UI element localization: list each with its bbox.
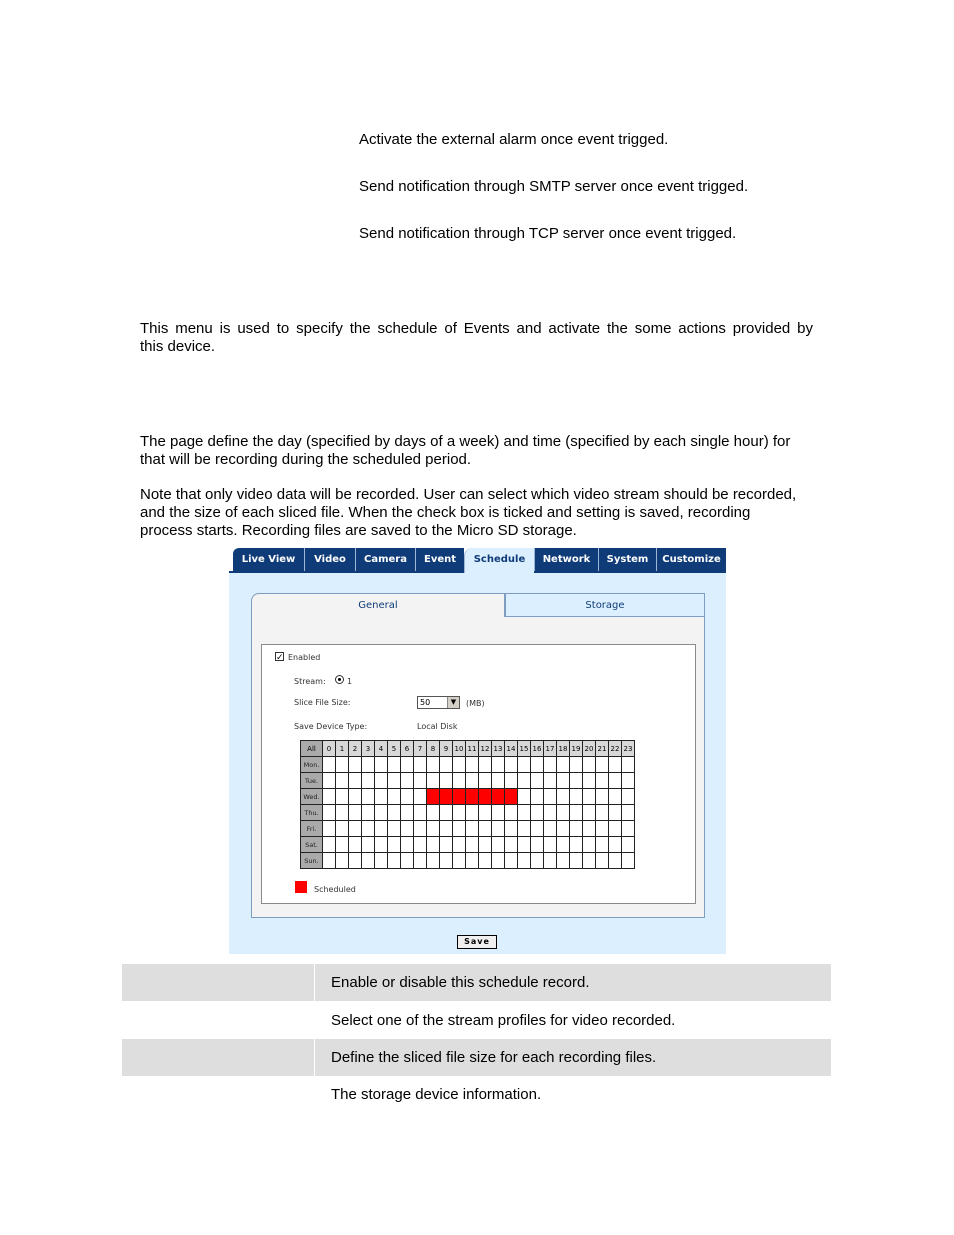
grid-cell[interactable]	[557, 805, 570, 821]
grid-cell[interactable]	[427, 821, 440, 837]
tab-customize[interactable]: Customize	[656, 548, 726, 571]
grid-cell[interactable]	[466, 821, 479, 837]
grid-cell-scheduled[interactable]	[479, 789, 492, 805]
stream-radio[interactable]	[335, 675, 344, 684]
grid-cell[interactable]	[336, 789, 349, 805]
tab-event[interactable]: Event	[415, 548, 464, 571]
chevron-down-icon: ▼	[447, 697, 459, 708]
grid-cell[interactable]	[479, 853, 492, 869]
grid-cell[interactable]	[583, 805, 596, 821]
grid-cell-scheduled[interactable]	[492, 789, 505, 805]
grid-cell[interactable]	[336, 853, 349, 869]
grid-cell[interactable]	[622, 821, 635, 837]
grid-cell[interactable]	[622, 853, 635, 869]
grid-cell[interactable]	[505, 821, 518, 837]
grid-hour-header[interactable]: 14	[505, 741, 518, 757]
table-row-desc: Select one of the stream profiles for video recorded.	[331, 1012, 676, 1029]
grid-cell[interactable]	[518, 853, 531, 869]
grid-cell[interactable]	[518, 789, 531, 805]
grid-cell[interactable]	[557, 837, 570, 853]
grid-cell[interactable]	[622, 789, 635, 805]
grid-hour-header[interactable]: 20	[583, 741, 596, 757]
note-line-1: Note that only video data will be recorded. User can select which video stream should be recorded,	[140, 486, 797, 503]
table-row-slice-size	[122, 1039, 831, 1076]
grid-day-header[interactable]: Mon.	[301, 757, 323, 773]
grid-hour-header[interactable]: 9	[440, 741, 453, 757]
grid-cell[interactable]	[505, 805, 518, 821]
grid-cell[interactable]	[557, 773, 570, 789]
grid-day-header[interactable]: Thu.	[301, 805, 323, 821]
grid-cell[interactable]	[336, 821, 349, 837]
table-row-enabled	[122, 964, 831, 1001]
tab-live-view[interactable]: Live View	[233, 548, 304, 571]
grid-cell[interactable]	[557, 757, 570, 773]
grid-cell[interactable]	[505, 757, 518, 773]
tab-network[interactable]: Network	[534, 548, 598, 571]
grid-cell[interactable]	[323, 757, 336, 773]
grid-cell[interactable]	[492, 837, 505, 853]
grid-cell[interactable]	[570, 773, 583, 789]
grid-cell[interactable]	[375, 837, 388, 853]
grid-cell[interactable]	[518, 805, 531, 821]
grid-hour-header[interactable]: 1	[336, 741, 349, 757]
grid-cell[interactable]	[596, 837, 609, 853]
main-tab-bar	[229, 548, 726, 572]
grid-cell[interactable]	[570, 805, 583, 821]
grid-cell[interactable]	[336, 805, 349, 821]
grid-cell[interactable]	[479, 837, 492, 853]
grid-cell-scheduled[interactable]	[505, 789, 518, 805]
grid-cell[interactable]	[440, 837, 453, 853]
grid-cell[interactable]	[492, 805, 505, 821]
grid-day-header[interactable]: Wed.	[301, 789, 323, 805]
grid-cell[interactable]	[505, 853, 518, 869]
grid-cell[interactable]	[622, 757, 635, 773]
grid-cell[interactable]	[544, 853, 557, 869]
grid-cell[interactable]	[362, 853, 375, 869]
grid-hour-header[interactable]: 5	[388, 741, 401, 757]
grid-cell[interactable]	[583, 789, 596, 805]
grid-cell[interactable]	[596, 805, 609, 821]
grid-cell[interactable]	[453, 805, 466, 821]
grid-cell[interactable]	[531, 821, 544, 837]
grid-cell[interactable]	[505, 773, 518, 789]
subtab-storage[interactable]: Storage	[505, 593, 705, 617]
grid-hour-header[interactable]: 4	[375, 741, 388, 757]
grid-cell[interactable]	[414, 773, 427, 789]
grid-hour-header[interactable]: 12	[479, 741, 492, 757]
stream-label: Stream:	[294, 677, 326, 686]
grid-cell[interactable]	[570, 837, 583, 853]
grid-hour-header[interactable]: 17	[544, 741, 557, 757]
table-row-desc: The storage device information.	[331, 1086, 542, 1103]
grid-cell[interactable]	[323, 821, 336, 837]
grid-cell[interactable]	[557, 853, 570, 869]
grid-cell[interactable]	[401, 837, 414, 853]
grid-cell[interactable]	[531, 757, 544, 773]
grid-cell[interactable]	[453, 837, 466, 853]
grid-cell[interactable]	[557, 821, 570, 837]
grid-cell[interactable]	[323, 773, 336, 789]
schedule-grid	[300, 740, 635, 869]
scheduled-legend-label: Scheduled	[314, 885, 356, 894]
grid-cell[interactable]	[440, 821, 453, 837]
grid-hour-header[interactable]: 16	[531, 741, 544, 757]
device-type-value: Local Disk	[417, 722, 458, 731]
note-line-3: process starts. Recording files are saved to the Micro SD storage.	[140, 522, 577, 539]
grid-cell[interactable]	[401, 805, 414, 821]
grid-cell[interactable]	[349, 821, 362, 837]
grid-hour-header[interactable]: 2	[349, 741, 362, 757]
grid-cell[interactable]	[453, 853, 466, 869]
grid-cell[interactable]	[375, 773, 388, 789]
grid-cell[interactable]	[492, 757, 505, 773]
grid-cell[interactable]	[427, 837, 440, 853]
grid-cell[interactable]	[622, 773, 635, 789]
grid-cell[interactable]	[622, 837, 635, 853]
tab-camera[interactable]: Camera	[355, 548, 415, 571]
grid-cell[interactable]	[531, 789, 544, 805]
grid-cell[interactable]	[531, 837, 544, 853]
grid-cell[interactable]	[349, 805, 362, 821]
grid-cell[interactable]	[388, 821, 401, 837]
grid-cell[interactable]	[362, 757, 375, 773]
grid-cell[interactable]	[388, 757, 401, 773]
grid-cell[interactable]	[362, 837, 375, 853]
grid-cell[interactable]	[609, 853, 622, 869]
grid-cell-scheduled[interactable]	[453, 789, 466, 805]
general-content-area	[251, 617, 705, 918]
grid-hour-header[interactable]: 0	[323, 741, 336, 757]
grid-cell[interactable]	[544, 773, 557, 789]
grid-cell[interactable]	[349, 789, 362, 805]
grid-cell[interactable]	[414, 821, 427, 837]
grid-cell-scheduled[interactable]	[440, 789, 453, 805]
table-row-device-type	[122, 1076, 831, 1113]
grid-cell[interactable]	[323, 853, 336, 869]
intro-line-1: This menu is used to specify the schedule of Events and activate the some actions provided by	[140, 320, 813, 337]
grid-cell[interactable]	[401, 821, 414, 837]
grid-cell[interactable]	[596, 821, 609, 837]
grid-day-header[interactable]: Sun.	[301, 853, 323, 869]
grid-cell[interactable]	[453, 821, 466, 837]
grid-cell[interactable]	[466, 757, 479, 773]
grid-hour-header[interactable]: 22	[609, 741, 622, 757]
grid-cell[interactable]	[531, 773, 544, 789]
grid-cell[interactable]	[427, 853, 440, 869]
grid-cell[interactable]	[349, 853, 362, 869]
grid-cell[interactable]	[427, 805, 440, 821]
grid-cell[interactable]	[401, 853, 414, 869]
grid-cell[interactable]	[518, 773, 531, 789]
note-line-2: and the size of each sliced file. When the check box is ticked and setting is saved, recording	[140, 504, 751, 521]
intro-paragraph	[140, 320, 813, 356]
grid-cell[interactable]	[505, 837, 518, 853]
grid-hour-header[interactable]: 23	[622, 741, 635, 757]
grid-cell[interactable]	[609, 805, 622, 821]
grid-cell[interactable]	[388, 773, 401, 789]
grid-cell[interactable]	[375, 805, 388, 821]
grid-cell[interactable]	[583, 773, 596, 789]
enabled-label: Enabled	[288, 653, 321, 662]
grid-cell[interactable]	[557, 789, 570, 805]
grid-cell[interactable]	[609, 757, 622, 773]
grid-cell[interactable]	[531, 805, 544, 821]
slice-size-value: 50	[420, 698, 431, 707]
grid-cell-scheduled[interactable]	[466, 789, 479, 805]
grid-cell[interactable]	[323, 789, 336, 805]
grid-cell[interactable]	[388, 805, 401, 821]
grid-cell[interactable]	[531, 853, 544, 869]
grid-cell[interactable]	[349, 773, 362, 789]
grid-cell[interactable]	[609, 821, 622, 837]
table-row-desc: Define the sliced file size for each recording files.	[331, 1049, 657, 1066]
grid-hour-header[interactable]: 18	[557, 741, 570, 757]
tab-system[interactable]: System	[598, 548, 656, 571]
grid-cell[interactable]	[440, 853, 453, 869]
grid-cell[interactable]	[453, 757, 466, 773]
grid-cell[interactable]	[596, 773, 609, 789]
grid-hour-header[interactable]: 3	[362, 741, 375, 757]
grid-hour-header[interactable]: 13	[492, 741, 505, 757]
grid-hour-header[interactable]: 21	[596, 741, 609, 757]
grid-cell[interactable]	[336, 757, 349, 773]
grid-cell[interactable]	[388, 837, 401, 853]
grid-cell[interactable]	[375, 757, 388, 773]
grid-cell[interactable]	[401, 773, 414, 789]
slice-size-select[interactable]	[417, 696, 460, 709]
slice-size-label: Slice File Size:	[294, 698, 351, 707]
table-row-desc: Enable or disable this schedule record.	[331, 974, 590, 991]
grid-cell[interactable]	[544, 805, 557, 821]
grid-cell[interactable]	[453, 773, 466, 789]
tab-schedule[interactable]: Schedule	[464, 548, 534, 573]
grid-cell[interactable]	[609, 789, 622, 805]
grid-hour-header[interactable]: 6	[401, 741, 414, 757]
grid-cell[interactable]	[375, 789, 388, 805]
grid-cell[interactable]	[609, 837, 622, 853]
grid-cell[interactable]	[440, 757, 453, 773]
grid-cell[interactable]	[596, 757, 609, 773]
grid-cell[interactable]	[375, 821, 388, 837]
grid-cell[interactable]	[544, 757, 557, 773]
grid-cell[interactable]	[323, 805, 336, 821]
grid-cell[interactable]	[479, 821, 492, 837]
grid-cell[interactable]	[362, 821, 375, 837]
grid-hour-header[interactable]: 7	[414, 741, 427, 757]
save-button[interactable]: Save	[457, 935, 497, 949]
grid-cell[interactable]	[570, 757, 583, 773]
grid-cell[interactable]	[596, 853, 609, 869]
grid-cell[interactable]	[336, 773, 349, 789]
grid-cell[interactable]	[349, 757, 362, 773]
grid-cell[interactable]	[518, 757, 531, 773]
grid-cell[interactable]	[401, 789, 414, 805]
grid-cell[interactable]	[414, 805, 427, 821]
grid-cell[interactable]	[622, 805, 635, 821]
grid-cell[interactable]	[427, 757, 440, 773]
grid-cell[interactable]	[518, 837, 531, 853]
grid-cell[interactable]	[388, 853, 401, 869]
grid-cell[interactable]	[323, 837, 336, 853]
grid-cell[interactable]	[479, 757, 492, 773]
device-type-label: Save Device Type:	[294, 722, 368, 731]
grid-cell[interactable]	[583, 853, 596, 869]
grid-cell[interactable]	[362, 789, 375, 805]
grid-cell[interactable]	[583, 821, 596, 837]
schedule-ui-screenshot	[229, 548, 726, 954]
action-desc-alarm: Activate the external alarm once event trigged.	[359, 131, 669, 148]
grid-cell[interactable]	[414, 789, 427, 805]
grid-cell[interactable]	[518, 821, 531, 837]
grid-cell[interactable]	[544, 821, 557, 837]
grid-cell[interactable]	[466, 853, 479, 869]
slice-size-unit: (MB)	[466, 699, 485, 708]
scheduled-legend-swatch	[295, 881, 307, 893]
grid-cell[interactable]	[440, 773, 453, 789]
action-desc-tcp: Send notification through TCP server once event trigged.	[359, 225, 737, 242]
grid-cell[interactable]	[414, 837, 427, 853]
grid-hour-header[interactable]: 11	[466, 741, 479, 757]
grid-hour-header[interactable]: 15	[518, 741, 531, 757]
schedule-form	[261, 644, 696, 904]
grid-cell[interactable]	[479, 773, 492, 789]
enabled-checkbox[interactable]: ✓	[276, 652, 284, 662]
page-desc-line-1: The page define the day (specified by days of a week) and time (specified by each single hour) for	[140, 433, 791, 450]
table-row-stream	[122, 1002, 831, 1039]
grid-cell[interactable]	[609, 773, 622, 789]
action-desc-smtp: Send notification through SMTP server once event trigged.	[359, 178, 749, 195]
grid-cell[interactable]	[375, 853, 388, 869]
page-desc-line-2: that will be recording during the scheduled period.	[140, 451, 472, 468]
grid-cell[interactable]	[466, 805, 479, 821]
grid-cell[interactable]	[570, 853, 583, 869]
grid-cell[interactable]	[479, 805, 492, 821]
grid-cell[interactable]	[362, 773, 375, 789]
grid-cell[interactable]	[583, 837, 596, 853]
grid-cell[interactable]	[388, 789, 401, 805]
grid-cell-scheduled[interactable]	[427, 789, 440, 805]
grid-cell[interactable]	[492, 773, 505, 789]
grid-cell[interactable]	[544, 789, 557, 805]
subtab-general[interactable]: General	[251, 593, 505, 617]
grid-cell[interactable]	[466, 773, 479, 789]
grid-cell[interactable]	[362, 805, 375, 821]
grid-cell[interactable]	[596, 789, 609, 805]
grid-cell[interactable]	[570, 821, 583, 837]
grid-cell[interactable]	[349, 837, 362, 853]
grid-cell[interactable]	[466, 837, 479, 853]
grid-day-header[interactable]: Sat.	[301, 837, 323, 853]
grid-day-header[interactable]: Tue.	[301, 773, 323, 789]
grid-cell[interactable]	[414, 853, 427, 869]
grid-cell[interactable]	[414, 757, 427, 773]
grid-cell[interactable]	[401, 757, 414, 773]
grid-cell[interactable]	[440, 805, 453, 821]
grid-hour-header[interactable]: 10	[453, 741, 466, 757]
grid-cell[interactable]	[427, 773, 440, 789]
stream-value: 1	[347, 677, 353, 686]
grid-all-header[interactable]: All	[301, 741, 323, 757]
intro-line-2: this device.	[140, 338, 216, 355]
grid-hour-header[interactable]: 8	[427, 741, 440, 757]
grid-hour-header[interactable]: 19	[570, 741, 583, 757]
grid-cell[interactable]	[544, 837, 557, 853]
grid-cell[interactable]	[583, 757, 596, 773]
grid-day-header[interactable]: Fri.	[301, 821, 323, 837]
grid-cell[interactable]	[336, 837, 349, 853]
grid-cell[interactable]	[570, 789, 583, 805]
tab-video[interactable]: Video	[304, 548, 355, 571]
grid-cell[interactable]	[492, 821, 505, 837]
grid-cell[interactable]	[492, 853, 505, 869]
